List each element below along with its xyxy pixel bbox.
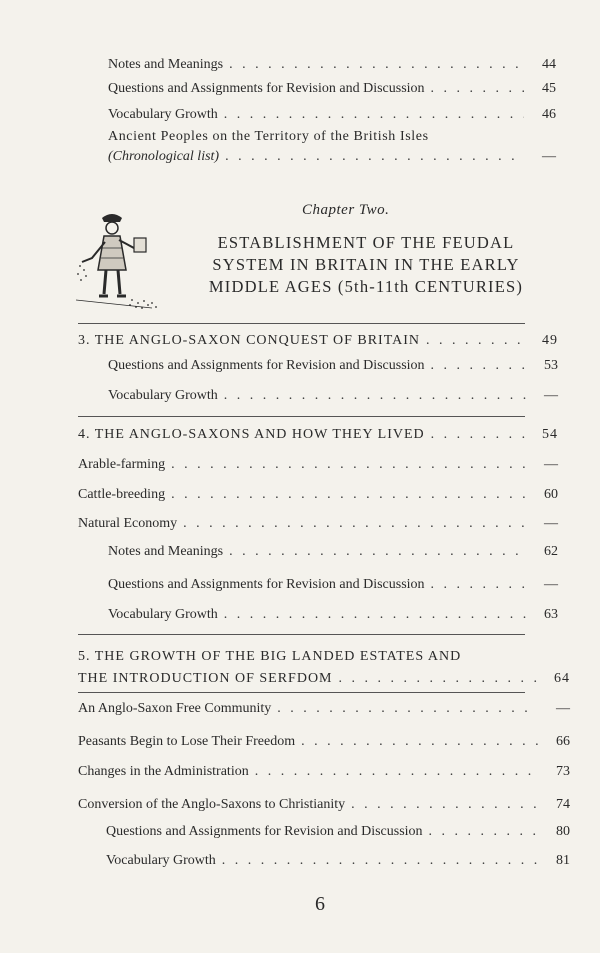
leader-dots: [183, 515, 526, 533]
section-heading-label: 4. THE ANGLO-SAXONS AND HOW THEY LIVED: [78, 427, 425, 442]
leader-dots: [431, 80, 524, 98]
sower-illustration-icon: [72, 208, 162, 316]
toc-entry-label: An Anglo-Saxon Free Community: [78, 701, 272, 716]
chapter-label: Chapter Two.: [302, 202, 390, 218]
leader-dots: [171, 486, 526, 504]
chapter-title-line: MIDDLE AGES (5th-11th CENTURIES): [208, 277, 524, 296]
toc-entry-page: —: [544, 516, 558, 531]
toc-entry-label: Notes and Meanings: [108, 57, 224, 72]
toc-entry[interactable]: [78, 486, 558, 504]
toc-entry[interactable]: [106, 852, 570, 870]
leader-dots: [224, 387, 526, 405]
toc-entry[interactable]: [108, 576, 558, 594]
leader-dots: [429, 823, 538, 841]
toc-entry[interactable]: [78, 456, 558, 474]
toc-entry[interactable]: [108, 357, 558, 375]
toc-entry-label: Questions and Assignments for Revision and Discussion: [108, 358, 425, 373]
toc-entry[interactable]: [108, 106, 556, 124]
toc-entry[interactable]: [108, 80, 556, 98]
toc-entry-page: 81: [556, 853, 570, 868]
leader-dots: [431, 426, 526, 444]
divider: [78, 634, 525, 635]
toc-entry-label: Peasants Begin to Lose Their Freedom: [78, 734, 296, 749]
toc-entry-label: Vocabulary Growth: [106, 853, 216, 868]
toc-entry[interactable]: [78, 733, 570, 751]
leader-dots: [431, 576, 526, 594]
section-heading-page: 49: [542, 333, 558, 348]
toc-entry-page: —: [544, 457, 558, 472]
toc-entry[interactable]: [108, 56, 556, 74]
toc-entry-page: —: [542, 149, 556, 164]
toc-entry-label: Cattle-breeding: [78, 487, 166, 502]
divider: [78, 416, 525, 417]
divider: [78, 323, 525, 324]
toc-entry-page: 44: [542, 57, 556, 72]
toc-entry-page: 62: [544, 544, 558, 559]
leader-dots: [301, 733, 538, 751]
leader-dots: [277, 700, 538, 718]
toc-entry-page: 53: [544, 358, 558, 373]
toc-entry-page: 60: [544, 487, 558, 502]
leader-dots: [351, 796, 538, 814]
toc-entry-label: Questions and Assignments for Revision and Discussion: [108, 577, 425, 592]
leader-dots: [255, 763, 538, 781]
toc-entry-label: Vocabulary Growth: [108, 388, 218, 403]
leader-dots: [171, 456, 526, 474]
toc-entry-page: —: [556, 701, 570, 716]
toc-entry-page: —: [544, 577, 558, 592]
leader-dots: [229, 543, 526, 561]
toc-entry-page: 74: [556, 797, 570, 812]
toc-entry-page: 80: [556, 824, 570, 839]
toc-entry-label: Changes in the Administration: [78, 764, 249, 779]
leader-dots: [222, 852, 538, 870]
toc-entry-page: 73: [556, 764, 570, 779]
section-heading-page: 64: [554, 671, 570, 686]
section-heading-label: THE INTRODUCTION OF SERFDOM: [78, 671, 333, 686]
toc-entry-label: Arable-farming: [78, 457, 166, 472]
section-heading-page: 54: [542, 427, 558, 442]
toc-entry-page: —: [544, 388, 558, 403]
toc-entry[interactable]: [106, 823, 570, 841]
toc-entry[interactable]: [78, 515, 558, 533]
leader-dots: [224, 606, 526, 624]
section-heading[interactable]: [78, 670, 570, 688]
toc-entry-label: Vocabulary Growth: [108, 107, 218, 122]
toc-entry-label-line2: (Chronological list): [108, 149, 220, 164]
toc-entry-page: 66: [556, 734, 570, 749]
divider: [78, 692, 525, 693]
toc-entry[interactable]: [78, 700, 570, 718]
toc-entry[interactable]: [108, 148, 556, 166]
toc-entry[interactable]: [108, 543, 558, 561]
toc-entry-label: Notes and Meanings: [108, 544, 224, 559]
toc-entry-label: Vocabulary Growth: [108, 607, 218, 622]
toc-entry-label-line1[interactable]: Ancient Peoples on the Territory of the British Isles: [108, 129, 429, 144]
leader-dots: [224, 106, 524, 124]
leader-dots: [229, 56, 524, 74]
leader-dots: [225, 148, 524, 166]
section-heading[interactable]: [78, 426, 558, 444]
toc-entry[interactable]: [108, 606, 558, 624]
toc-entry-label: Questions and Assignments for Revision and Discussion: [108, 81, 425, 96]
toc-entry-label: Natural Economy: [78, 516, 178, 531]
leader-dots: [339, 670, 538, 688]
page-number: 6: [315, 893, 325, 915]
toc-entry-label: Conversion of the Anglo-Saxons to Christianity: [78, 797, 346, 812]
toc-entry[interactable]: [78, 796, 570, 814]
chapter-title: [186, 232, 546, 298]
leader-dots: [431, 357, 526, 375]
toc-entry-label: Questions and Assignments for Revision and Discussion: [106, 824, 423, 839]
chapter-title-line: SYSTEM IN BRITAIN IN THE EARLY: [212, 255, 520, 274]
section-heading[interactable]: [78, 332, 558, 350]
toc-entry[interactable]: [108, 387, 558, 405]
toc-entry[interactable]: [78, 763, 570, 781]
toc-entry-page: 46: [542, 107, 556, 122]
toc-entry-page: 45: [542, 81, 556, 96]
chapter-title-line: ESTABLISHMENT OF THE FEUDAL: [217, 233, 515, 252]
toc-entry-page: 63: [544, 607, 558, 622]
leader-dots: [426, 332, 526, 350]
section-heading-line1[interactable]: 5. THE GROWTH OF THE BIG LANDED ESTATES AND: [78, 649, 462, 664]
section-heading-label: 3. THE ANGLO-SAXON CONQUEST OF BRITAIN: [78, 333, 421, 348]
